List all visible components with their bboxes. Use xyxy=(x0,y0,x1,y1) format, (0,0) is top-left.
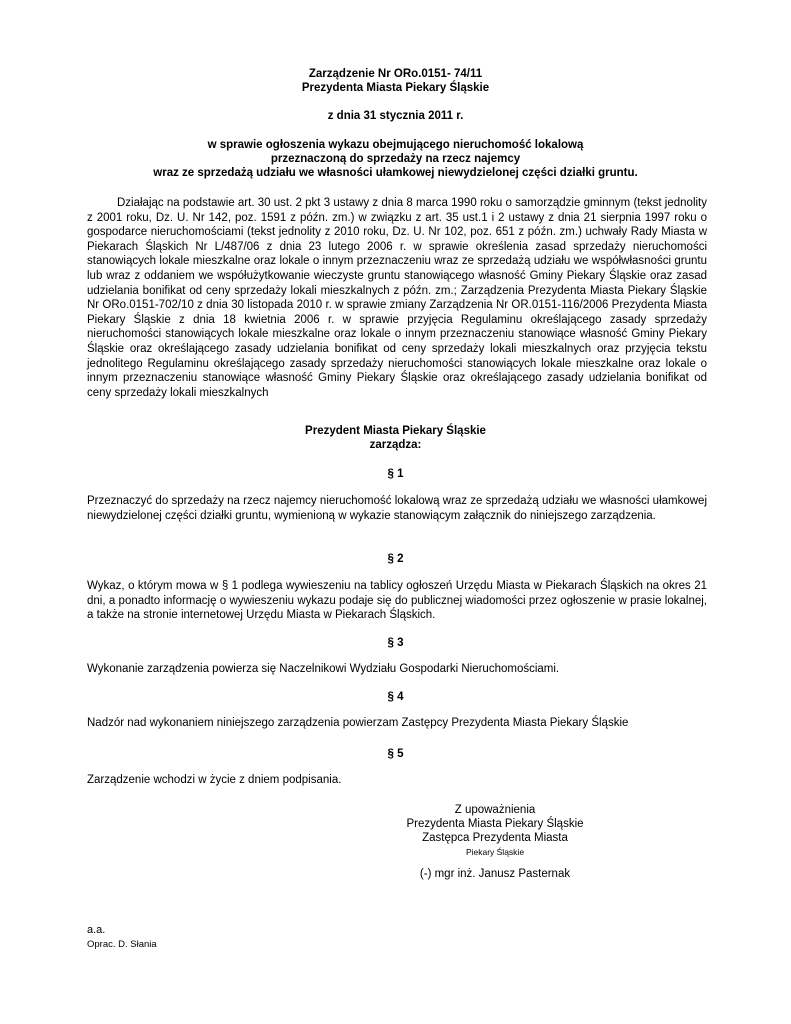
decree-line-2: zarządza: xyxy=(369,439,422,451)
document-title xyxy=(0,67,791,95)
section-3-text: Wykonanie zarządzenia powierza się Naczelnikowi Wydziału Gospodarki Nieruchomościami. xyxy=(87,663,560,675)
signature-line-3: Zastępca Prezydenta Miasta xyxy=(422,832,568,844)
title-line-1: Zarządzenie Nr ORo.0151- 74/11 xyxy=(308,68,483,80)
subject-line-1: w sprawie ogłoszenia wykazu obejmującego nieruchomość lokalową xyxy=(207,139,584,151)
document-subject xyxy=(0,138,791,180)
section-4-text: Nadzór nad wykonaniem niniejszego zarządzenia powierzam Zastępcy Prezydenta Miasta Piekary Śląskie xyxy=(87,717,629,729)
signer-name: (-) mgr inż. Janusz Pasternak xyxy=(419,868,571,880)
section-2-text: Wykaz, o którym mowa w § 1 podlega wywieszeniu na tablicy ogłoszeń Urzędu Miasta w Piekarach Śląskich na okres 21 dni, a ponadto informację o wywieszeniu wykazu podaje się do publicznej wiadomości przez ogłoszenie w prasie lokalnej, a także na stronie internetowej Urzędu Miasta w Piekarach Śląskich. xyxy=(87,580,707,622)
footer-aa: a.a. xyxy=(87,924,106,936)
section-5-text: Zarządzenie wchodzi w życie z dniem podpisania. xyxy=(87,774,342,786)
subject-line-3: wraz ze sprzedażą udziału we własności ułamkowej niewydzielonej części działki gruntu. xyxy=(153,167,638,179)
section-4-mark: § 4 xyxy=(387,691,404,703)
decree-line-1: Prezydent Miasta Piekary Śląskie xyxy=(305,425,486,437)
signature-block xyxy=(400,803,590,859)
section-1-text: Przeznaczyć do sprzedaży na rzecz najemcy nieruchomość lokalową wraz ze sprzedażą udziału we własności ułamkowej niewydzielonej części działki gruntu, wymienioną w wykazie stanowiącym załącznik do niniejszego zarządzenia. xyxy=(87,495,707,522)
signature-line-1: Z upoważnienia xyxy=(454,804,536,816)
section-5-mark: § 5 xyxy=(387,748,404,760)
signature-line-2: Prezydenta Miasta Piekary Śląskie xyxy=(406,818,584,830)
subject-line-2: przeznaczoną do sprzedaży na rzecz najemcy xyxy=(270,153,521,165)
title-line-2: Prezydenta Miasta Piekary Śląskie xyxy=(301,82,490,94)
section-1-mark: § 1 xyxy=(387,468,404,480)
section-2-mark: § 2 xyxy=(387,553,404,565)
decree-heading xyxy=(0,424,791,452)
document-date: z dnia 31 stycznia 2011 r. xyxy=(327,110,464,122)
preamble-paragraph: Działając na podstawie art. 30 ust. 2 pkt 3 ustawy z dnia 8 marca 1990 roku o samorządzie gminnym (tekst jednolity z 2001 roku, Dz. U. Nr 142, poz. 1591 z późn. zm.) w związku z art. 35 ust.1 i 2 ustawy z dnia 21 sierpnia 1997 roku o gospodarce nieruchomościami (tekst jednolity z 2010 roku, Dz. U. Nr 102, poz. 651 z późn. zm.) uchwały Rady Miasta w Piekarach Śląskich Nr L/487/06 z dnia 23 lutego 2006 r. w sprawie określenia zasad sprzedaży nieruchomości stanowiących lokale mieszkalne oraz lokale o innym przeznaczeniu wraz ze sprzedażą udziału we współwłasności gruntu lub wraz z oddaniem we współużytkowanie wieczyste gruntu stanowiącego własność Gminy Piekary Śląskie oraz zasad udzielania bonifikat od ceny sprzedaży lokali mieszkalnych z późn. zm.; Zarządzenia Prezydenta Miasta Piekary Śląskie Nr ORo.0151-702/10 z dnia 30 listopada 2010 r. w sprawie zmiany Zarządzenia Nr OR.0151-116/2006 Prezydenta Miasta Piekary Śląskie z dnia 18 kwietnia 2006 r. w sprawie przyjęcia Regulaminu określającego zasady sprzedaży nieruchomości stanowiących lokale mieszkalne oraz lokale o innym przeznaczeniu stanowiące własność Gminy Piekary Śląskie oraz określającego zasady udzielania bonifikat od ceny sprzedaży lokali mieszkalnych oraz przyjęcia tekstu jednolitego Regulaminu określającego zasady sprzedaży nieruchomości stanowiących lokale mieszkalne oraz lokale o innym przeznaczeniu stanowiące własność Gminy Piekary Śląskie oraz określającego zasady udzielania bonifikat od ceny sprzedaży lokali mieszkalnych xyxy=(87,197,707,399)
section-3-mark: § 3 xyxy=(387,637,404,649)
signature-line-4: Piekary Śląskie xyxy=(465,847,525,857)
footer-prepared-by: Oprac. D. Słania xyxy=(87,939,157,950)
